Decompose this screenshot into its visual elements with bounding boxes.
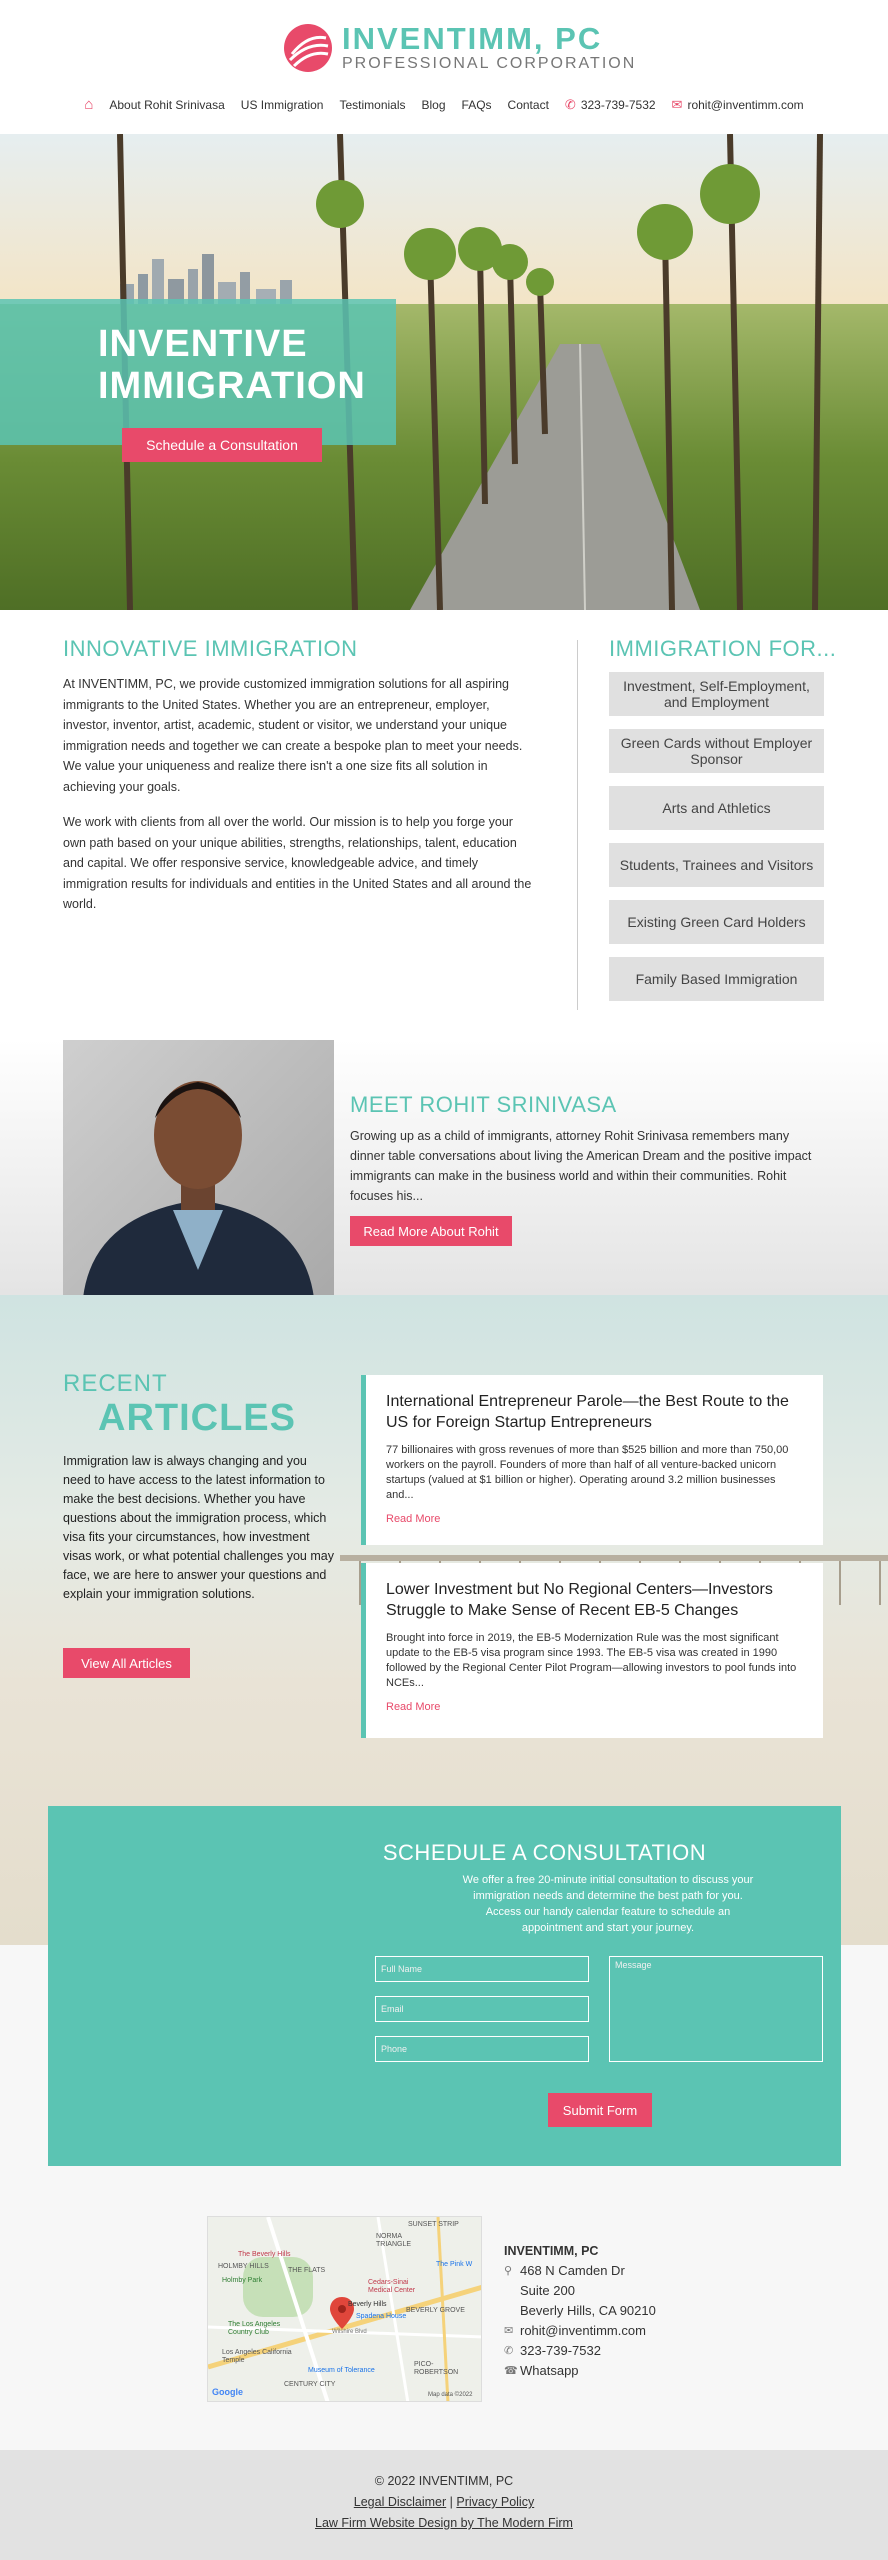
- articles-label: ARTICLES: [98, 1397, 296, 1439]
- whatsapp-icon: ☎: [504, 2365, 518, 2377]
- nav-faqs[interactable]: FAQs: [461, 97, 492, 112]
- location-map[interactable]: [207, 2216, 482, 2402]
- map-label: The Los Angeles Country Club: [228, 2321, 281, 2336]
- contact-phone[interactable]: 323-739-7532: [520, 2343, 601, 2358]
- nav-blog[interactable]: Blog: [421, 97, 446, 112]
- article-card[interactable]: [361, 1563, 823, 1738]
- contact-section: [0, 2166, 888, 2450]
- map-label: Spadena House: [356, 2313, 407, 2320]
- design-credit-link[interactable]: Law Firm Website Design by The Modern Firm: [315, 2516, 573, 2530]
- phone-field[interactable]: [375, 2036, 589, 2062]
- hero-title-box: [0, 299, 396, 445]
- innovative-title: INNOVATIVE IMMIGRATION: [63, 636, 358, 661]
- address-line-2: Suite 200: [520, 2283, 575, 2298]
- read-more-link[interactable]: Read More: [386, 1701, 441, 1713]
- map-label: Cedars-Sinai Medical Center: [368, 2279, 416, 2294]
- article-excerpt: 77 billionaires with gross revenues of more than $525 billion and more than 750,00 workers on the payroll. Founders of more than half of all venture-backed unicorn startups (valued at $1 billion or higher). Operating around 3.2 million businesses and...: [386, 1444, 789, 1501]
- address-line-3: Beverly Hills, CA 90210: [520, 2303, 656, 2318]
- recent-label: RECENT: [63, 1370, 168, 1397]
- immigration-for-item[interactable]: Investment, Self-Employment, and Employment: [609, 672, 824, 716]
- message-field[interactable]: [609, 1956, 823, 2062]
- schedule-title: SCHEDULE A CONSULTATION: [382, 1840, 707, 1865]
- map-attribution: Map data ©2022: [428, 2392, 473, 2398]
- article-excerpt: Brought into force in 2019, the EB-5 Modernization Rule was the most significant update to the EB-5 visa program since 1993. The EB-5 visa was created in 1990 followed by the Regional Center Pilot Program—allowing investors to pool funds into NCEs...: [386, 1632, 797, 1689]
- map-label: NORMA TRIANGLE: [376, 2233, 412, 2248]
- immigration-for-item[interactable]: Existing Green Card Holders: [609, 900, 824, 944]
- nav-about[interactable]: About Rohit Srinivasa: [109, 97, 225, 112]
- map-label: CENTURY CITY: [284, 2381, 336, 2388]
- innovative-paragraph-1: At INVENTIMM, PC, we provide customized immigration solutions for all aspiring immigrants to the United States. Whether you are an entrepreneur, employer, investor, inventor, artist, academic, student or visitor, we understand your unique immigration needs and together we can create a bespoke plan to meet your needs. We value your uniqueness and realize there isn't a one size fits all solution in achieving your goals.: [63, 677, 523, 794]
- full-name-field[interactable]: [375, 1956, 589, 1982]
- nav-us-immigration[interactable]: US Immigration: [240, 97, 324, 112]
- attorney-portrait: [63, 1040, 334, 1298]
- map-label: Holmby Park: [222, 2277, 263, 2284]
- logo[interactable]: [284, 22, 636, 74]
- nav-email-text: rohit@inventimm.com: [687, 97, 804, 112]
- innovative-section: [0, 610, 888, 1040]
- view-all-articles-button[interactable]: View All Articles: [63, 1648, 190, 1678]
- map-label: THE FLATS: [288, 2267, 326, 2274]
- immigration-for-item[interactable]: Students, Trainees and Visitors: [609, 843, 824, 887]
- envelope-icon: ✉: [504, 2325, 514, 2337]
- section-divider: [577, 640, 578, 1010]
- footer-separator: |: [449, 2495, 453, 2509]
- submit-form-button[interactable]: Submit Form: [548, 2093, 652, 2127]
- site-footer: [0, 2450, 888, 2560]
- about-title: MEET ROHIT SRINIVASA: [350, 1092, 617, 1117]
- main-nav: [0, 96, 888, 113]
- site-header: [0, 0, 888, 134]
- nav-phone-text: 323-739-7532: [580, 97, 656, 112]
- logo-subtitle: PROFESSIONAL CORPORATION: [342, 55, 637, 72]
- innovative-paragraph-2: We work with clients from all over the world. Our mission is to help you forge your own path based on your unique abilities, strengths, relationships, talent, education and capital. We offer responsive service, knowledgeable advice, and timely immigration results for individuals and entities in the United States and all around the world.: [63, 815, 532, 911]
- immigration-for-title: IMMIGRATION FOR...: [609, 636, 837, 661]
- hero-title: INVENTIVE IMMIGRATION: [98, 323, 366, 407]
- article-title[interactable]: International Entrepreneur Parole—the Best Route to the US for Foreign Startup Entrepreneurs: [386, 1393, 789, 1431]
- phone-icon: ✆: [564, 96, 576, 112]
- map-label: HOLMBY HILLS: [218, 2263, 269, 2270]
- google-logo: Google: [212, 2387, 243, 2397]
- location-pin-icon: ⚲: [504, 2265, 513, 2277]
- hero-banner: [0, 134, 888, 610]
- immigration-for-item[interactable]: Family Based Immigration: [609, 957, 824, 1001]
- read-more-about-button[interactable]: Read More About Rohit: [350, 1216, 512, 1246]
- contact-info: [504, 2241, 656, 2381]
- address-line-1: 468 N Camden Dr: [520, 2263, 625, 2278]
- nav-contact[interactable]: Contact: [507, 97, 549, 112]
- article-title[interactable]: Lower Investment but No Regional Centers—Investors Struggle to Make Sense of Recent EB-5 Changes: [386, 1581, 773, 1619]
- read-more-link[interactable]: Read More: [386, 1513, 441, 1525]
- copyright: © 2022 INVENTIMM, PC: [374, 2474, 514, 2488]
- nav-phone[interactable]: [565, 97, 656, 113]
- privacy-policy-link[interactable]: Privacy Policy: [456, 2495, 535, 2509]
- logo-name: INVENTIMM, PC: [342, 21, 603, 56]
- schedule-consultation-button[interactable]: Schedule a Consultation: [122, 428, 322, 462]
- email-field[interactable]: [375, 1996, 589, 2022]
- legal-disclaimer-link[interactable]: Legal Disclaimer: [353, 2495, 447, 2509]
- map-label: Beverly Hills: [348, 2301, 387, 2308]
- articles-intro-text: Immigration law is always changing and you need to have access to the latest information to make the best decisions. Whether you have questions about the immigration process, which visa fits your circumstances, how investment visas work, or what potential challenges you may face, we are here to answer your questions and explain your immigration solutions.: [63, 1454, 334, 1601]
- map-label: PICO-ROBERTSON: [414, 2361, 459, 2376]
- immigration-for-item[interactable]: Arts and Athletics: [609, 786, 824, 830]
- nav-testimonials[interactable]: Testimonials: [339, 97, 406, 112]
- about-text: Growing up as a child of immigrants, attorney Rohit Srinivasa remembers many dinner table conversations about living the American Dream and the positive impact immigrants can make in the business world and within their communities. Rohit focuses his...: [350, 1129, 812, 1203]
- contact-email[interactable]: rohit@inventimm.com: [520, 2323, 646, 2338]
- home-icon[interactable]: ⌂: [84, 96, 94, 113]
- nav-email[interactable]: [672, 97, 804, 113]
- schedule-text: We offer a free 20-minute initial consultation to discuss your immigration needs and determine the best path for you. Access our handy calendar feature to schedule an appointment and start your journey.: [462, 1874, 754, 1934]
- map-label: Wilshire Blvd: [332, 2329, 367, 2335]
- schedule-section: [48, 1806, 841, 2166]
- firm-name: INVENTIMM, PC: [504, 2244, 599, 2258]
- map-label: SUNSET STRIP: [408, 2221, 459, 2228]
- map-label: Museum of Tolerance: [308, 2367, 375, 2374]
- article-card[interactable]: [361, 1375, 823, 1545]
- logo-mark-icon: [284, 24, 332, 72]
- map-label: BEVERLY GROVE: [406, 2307, 465, 2314]
- phone-icon: ✆: [504, 2345, 514, 2357]
- map-label: Los Angeles California Temple: [222, 2349, 292, 2364]
- envelope-icon: ✉: [671, 96, 683, 112]
- contact-whatsapp[interactable]: Whatsapp: [520, 2363, 579, 2378]
- about-section: [0, 1040, 888, 1295]
- immigration-for-item[interactable]: Green Cards without Employer Sponsor: [609, 729, 824, 773]
- map-label: The Pink W: [436, 2261, 473, 2268]
- map-label: The Beverly Hills: [238, 2251, 291, 2258]
